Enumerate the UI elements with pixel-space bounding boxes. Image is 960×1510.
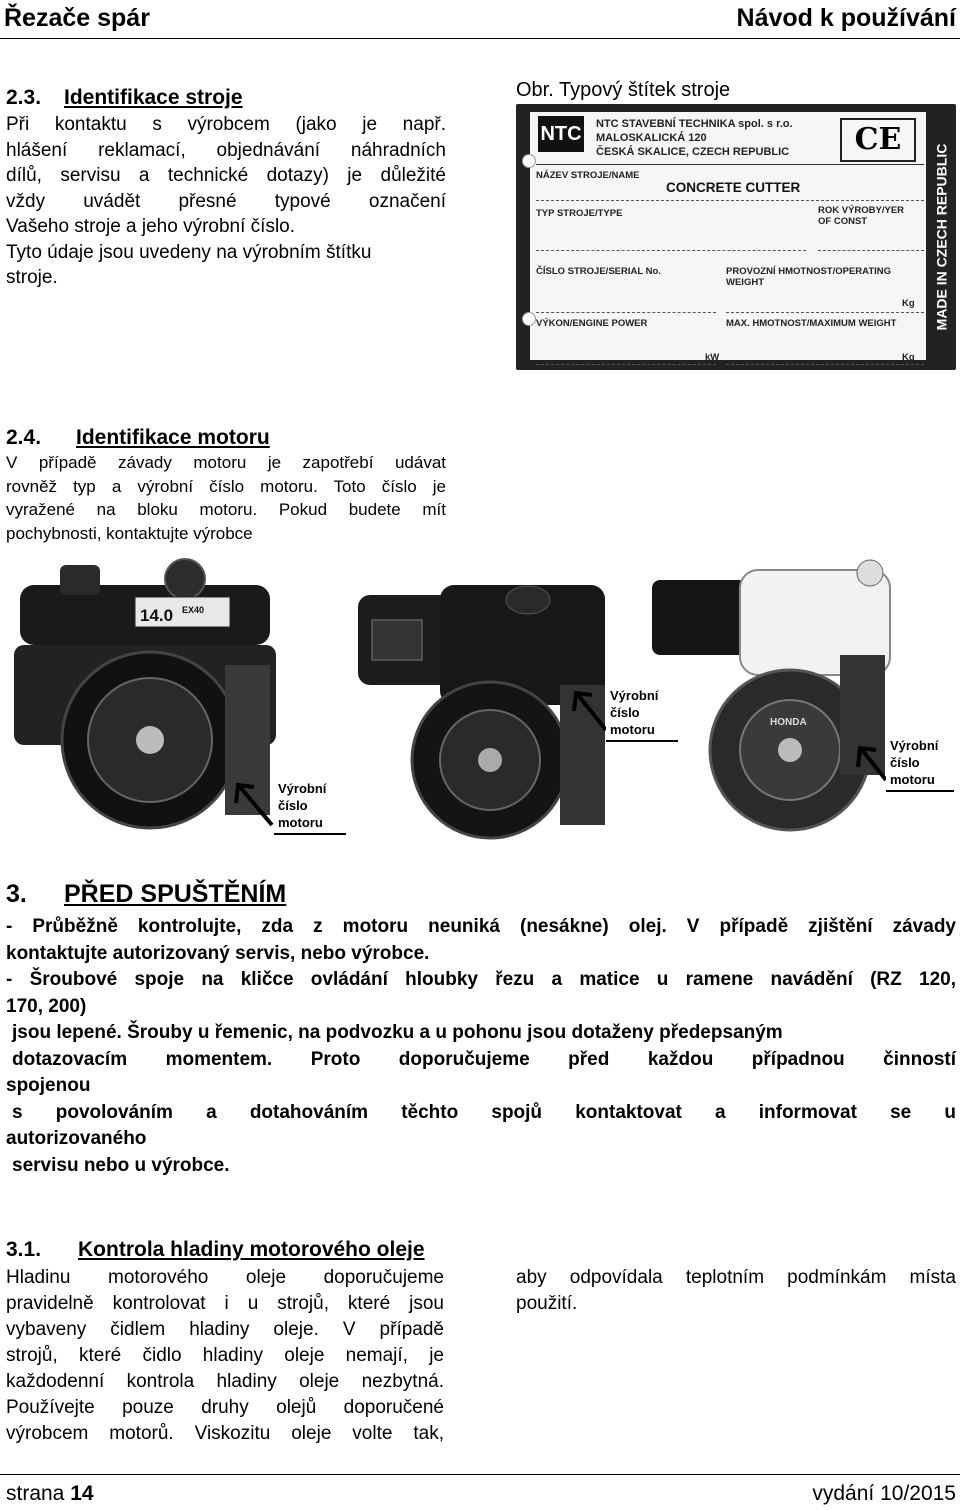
engine-1-serial-label <box>274 778 346 835</box>
text-line: vždy uvádět přesné typové označení <box>6 190 446 212</box>
text-line: Používejte pouze druhy olejů doporučené <box>6 1397 444 1418</box>
ce-mark: CE <box>840 118 916 162</box>
year-label <box>818 205 904 227</box>
engine-3-illustration <box>652 560 890 830</box>
section-3-heading <box>6 880 286 909</box>
text-line: vyražené na bloku motoru. Pokud budete mít <box>6 500 446 519</box>
label-line: číslo <box>610 705 640 720</box>
plate-divider <box>536 312 716 313</box>
label-line: Výrobní <box>278 781 327 796</box>
footer-rule <box>0 1474 960 1475</box>
text-line: strojů, které čidlo hladiny oleje nemají, je <box>6 1345 444 1366</box>
section-title: Identifikace stroje <box>64 86 243 109</box>
section-number: 3.1. <box>6 1238 42 1261</box>
text-line: stroje. <box>6 267 58 288</box>
section-title: Kontrola hladiny motorového oleje <box>78 1238 425 1261</box>
engine-2-illustration <box>358 585 605 838</box>
plate-divider <box>536 200 924 201</box>
text-line: pravidelně kontrolovat i u strojů, které jsou <box>6 1293 444 1314</box>
weight-label-line: WEIGHT <box>726 277 764 288</box>
header-title: Řezače spár <box>4 4 150 32</box>
engine-3-serial-label <box>886 735 954 792</box>
side-strip <box>926 104 956 370</box>
text-line: Hladinu motorového oleje doporučujeme <box>6 1267 444 1288</box>
engine-3-brand: HONDA <box>770 717 807 728</box>
machine-nameplate <box>516 104 956 370</box>
section-title: PŘED SPUŠTĚNÍM <box>64 880 287 908</box>
name-value: CONCRETE CUTTER <box>666 180 801 195</box>
max-weight-label: MAX. HMOTNOST/MAXIMUM WEIGHT <box>726 318 897 329</box>
text-line: dílů, servisu a technické dotazy) je důležité <box>6 165 446 186</box>
text-line: hlášení reklamací, objednávání náhradních <box>6 139 446 161</box>
section-2-4-heading <box>6 426 270 450</box>
section-3-1-left-column <box>6 1265 444 1447</box>
section-number: 2.4. <box>6 426 42 449</box>
text-line: - Šroubové spoje na kličce ovládání hloubky řezu a matice u ramene navádění (RZ 120, <box>6 969 956 990</box>
text-line: rovněž typ a výrobní číslo motoru. Toto číslo je <box>6 476 446 496</box>
ntc-logo: NTC <box>538 116 584 152</box>
section-2-3-heading <box>6 86 243 110</box>
page-number-value: 14 <box>70 1482 94 1505</box>
page-number <box>6 1482 94 1506</box>
weight-label-line: PROVOZNÍ HMOTNOST/OPERATING <box>726 266 892 277</box>
label-line: číslo <box>278 798 308 813</box>
text-line: spojenou <box>6 1075 91 1096</box>
company-address <box>596 117 793 159</box>
mounting-hole <box>522 154 536 168</box>
text-line: autorizovaného <box>6 1128 147 1149</box>
section-2-4-body <box>6 451 446 545</box>
engine-1-badge: 14.0 <box>140 606 174 625</box>
text-line: každodenní kontrola hladiny oleje nezbytná. <box>6 1371 444 1392</box>
weight-label <box>726 266 891 288</box>
engine-2-serial-label <box>606 685 678 742</box>
section-2-3-body <box>6 112 446 291</box>
company-line: ČESKÁ SKALICE, CZECH REPUBLIC <box>596 146 790 158</box>
text-line: Tyto údaje jsou uvedeny na výrobním štítku <box>6 241 372 263</box>
text-line: s povolováním a dotahováním těchto spojů kontaktovat a informovat se u <box>12 1101 956 1123</box>
text-line: aby odpovídala teplotním podmínkám místa <box>516 1267 956 1288</box>
year-label-line: OF CONST <box>818 216 868 227</box>
text-line: vybaveny čidlem hladiny oleje. V případě <box>6 1319 444 1340</box>
text-line: dotazovacím momentem. Proto doporučujeme před každou případnou činností <box>12 1048 956 1070</box>
text-line: jsou lepené. Šrouby u řemenic, na podvozku a u pohonu jsou dotaženy předepsaným <box>12 1022 783 1043</box>
plate-caption: Obr. Typový štítek stroje <box>516 79 731 101</box>
kg-unit: Kg <box>902 352 915 363</box>
serial-label: ČÍSLO STROJE/SERIAL No. <box>536 266 661 277</box>
engine-1-model: EX40 <box>182 605 205 615</box>
plate-divider <box>726 312 924 313</box>
edition: vydání 10/2015 <box>812 1482 956 1505</box>
engine-photos <box>0 555 960 845</box>
text-line: Při kontaktu s výrobcem (jako je např. <box>6 114 446 135</box>
company-line: NTC STAVEBNÍ TECHNIKA spol. s r.o. <box>596 118 793 130</box>
section-3-1-right-column <box>516 1265 956 1317</box>
label-line: motoru <box>278 815 323 830</box>
text-line: použití. <box>516 1293 578 1314</box>
nameplate-face <box>530 112 926 363</box>
made-in-text: MADE IN CZECH REPUBLIC <box>933 143 950 331</box>
mounting-hole <box>522 312 536 326</box>
text-line: 170, 200) <box>6 995 87 1017</box>
plate-divider <box>818 250 924 251</box>
name-label: NÁZEV STROJE/NAME <box>536 170 640 181</box>
text-line: pochybnosti, kontaktujte výrobce <box>6 523 253 543</box>
section-number: 3. <box>6 880 27 908</box>
label-line: Výrobní <box>610 688 659 703</box>
text-line: V případě závady motoru je zapotřebí udávat <box>6 453 446 472</box>
plate-divider <box>536 164 924 165</box>
plate-divider <box>536 250 806 251</box>
header-doc-type: Návod k používání <box>736 4 956 32</box>
kw-unit: kW <box>705 352 720 363</box>
plate-divider <box>536 364 716 365</box>
text-line: Vašeho stroje a jeho výrobní číslo. <box>6 216 296 237</box>
type-label: TYP STROJE/TYPE <box>536 208 623 219</box>
text-line: kontaktujte autorizovaný servis, nebo výrobce. <box>6 942 430 964</box>
text-line: výrobcem motorů. Viskozitu oleje volte tak, <box>6 1423 444 1444</box>
label-line: motoru <box>890 772 935 787</box>
year-label-line: ROK VÝROBY/YER <box>818 205 905 216</box>
kg-unit: Kg <box>902 298 915 309</box>
label-line: motoru <box>610 722 655 737</box>
header-rule <box>0 38 960 39</box>
section-title: Identifikace motoru <box>76 426 270 449</box>
section-3-body <box>6 914 956 1179</box>
section-number: 2.3. <box>6 86 42 109</box>
section-3-1-heading <box>6 1238 425 1262</box>
label-line: číslo <box>890 755 920 770</box>
power-label: VÝKON/ENGINE POWER <box>536 318 648 329</box>
page-number-text: strana 14 <box>6 1482 94 1505</box>
text-line: - Průběžně kontrolujte, zda z motoru neuniká (nesákne) olej. V případě zjištění závady <box>6 916 956 937</box>
company-line: MALOSKALICKÁ 120 <box>596 132 707 144</box>
label-line: Výrobní <box>890 738 939 753</box>
plate-divider <box>726 364 924 365</box>
text-line: servisu nebo u výrobce. <box>12 1154 230 1176</box>
